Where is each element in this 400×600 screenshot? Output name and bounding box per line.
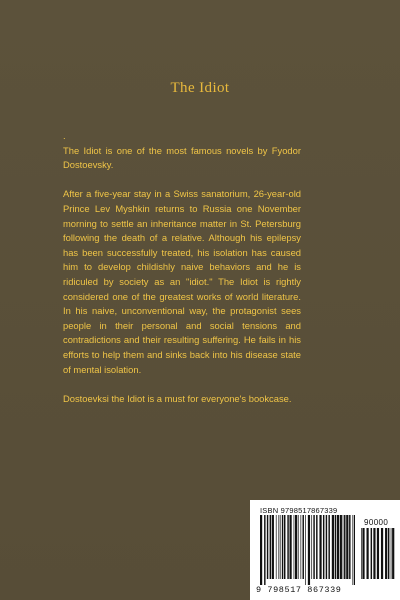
barcode-bar [346, 515, 348, 579]
barcode-bar [282, 515, 283, 579]
barcode-bar [267, 515, 268, 579]
barcode-bar [332, 515, 334, 579]
isbn-barcode [250, 500, 400, 600]
barcode-price-code: 90000 [364, 518, 389, 527]
barcode-bar [385, 528, 387, 579]
barcode-bar [381, 528, 383, 579]
barcode-bar [344, 515, 345, 579]
barcode-bar [295, 515, 297, 579]
barcode-bar [311, 515, 312, 579]
barcode-bar [303, 515, 304, 579]
blurb-paragraph-closing: Dostoevksi the Idiot is a must for everyone's bookcase. [63, 392, 292, 404]
barcode-bar [278, 515, 279, 579]
barcode-bar [305, 515, 306, 585]
barcode-bar [354, 515, 355, 585]
barcode-bar [377, 528, 379, 579]
barcode-bar [301, 515, 302, 579]
barcode-bar [294, 515, 295, 579]
barcode-bar [264, 515, 265, 585]
barcode-bar [367, 528, 369, 579]
barcode-bar [313, 515, 314, 579]
barcode-bar [392, 528, 394, 579]
barcode-bar [272, 515, 274, 579]
barcode-bar [328, 515, 329, 579]
barcode-bar [362, 528, 364, 579]
barcode-bar [352, 515, 353, 585]
isbn-label: ISBN 9798517867339 [260, 506, 338, 515]
book-title: The Idiot [170, 80, 230, 96]
barcode-bar [361, 528, 362, 579]
barcode-bar [319, 515, 321, 579]
barcode-digits: 9 798517 867339 [256, 585, 342, 595]
barcode-bar [388, 528, 389, 579]
barcode-bar [284, 515, 285, 579]
barcode-bar [290, 515, 292, 579]
barcode-bar [343, 515, 344, 579]
barcode-bars-main [259, 515, 355, 585]
blurb-text [63, 129, 301, 421]
barcode-bar [340, 515, 342, 579]
barcode-bar [349, 515, 350, 579]
barcode-bar [316, 515, 317, 579]
barcode-bar [276, 515, 277, 579]
barcode-bar [280, 515, 281, 579]
barcode-bar [323, 515, 324, 579]
blurb-lead-dot: . [63, 130, 66, 141]
barcode-bar [270, 515, 271, 579]
barcode-bar [335, 515, 336, 579]
blurb-paragraph-intro: The Idiot is one of the most famous novels by Fyodor Dostoevsky. [63, 144, 301, 171]
barcode-bar [287, 515, 288, 579]
barcode-bars-addon [360, 528, 395, 585]
barcode-bar [371, 528, 372, 579]
barcode-bar [260, 515, 262, 585]
barcode-bar [308, 515, 310, 585]
barcode-bar [373, 528, 375, 579]
barcode-bar [298, 515, 299, 579]
barcode-bar [326, 515, 327, 579]
barcode-bar [391, 528, 392, 579]
barcode-bar [337, 515, 339, 579]
blurb-paragraph-synopsis: After a five-year stay in a Swiss sanatorium, 26-year-old Prince Lev Myshkin returns to Russia one November morning to settle an inheritance matter in St. Petersburg following the death of a relative. Although his epilepsy has been successfully treated, his isolation has caused him to develop childishly naive behaviors and he is ridiculed by society as an "idiot." The Idiot is rightly considered one of the greatest works of world literature. In his naive, unconventional way, the protagonist sees people in their personal and social tensions and contradictions and their resulting suffering. He fails in his efforts to help them and sinks back into his disease state of mental isolation. [63, 188, 301, 375]
